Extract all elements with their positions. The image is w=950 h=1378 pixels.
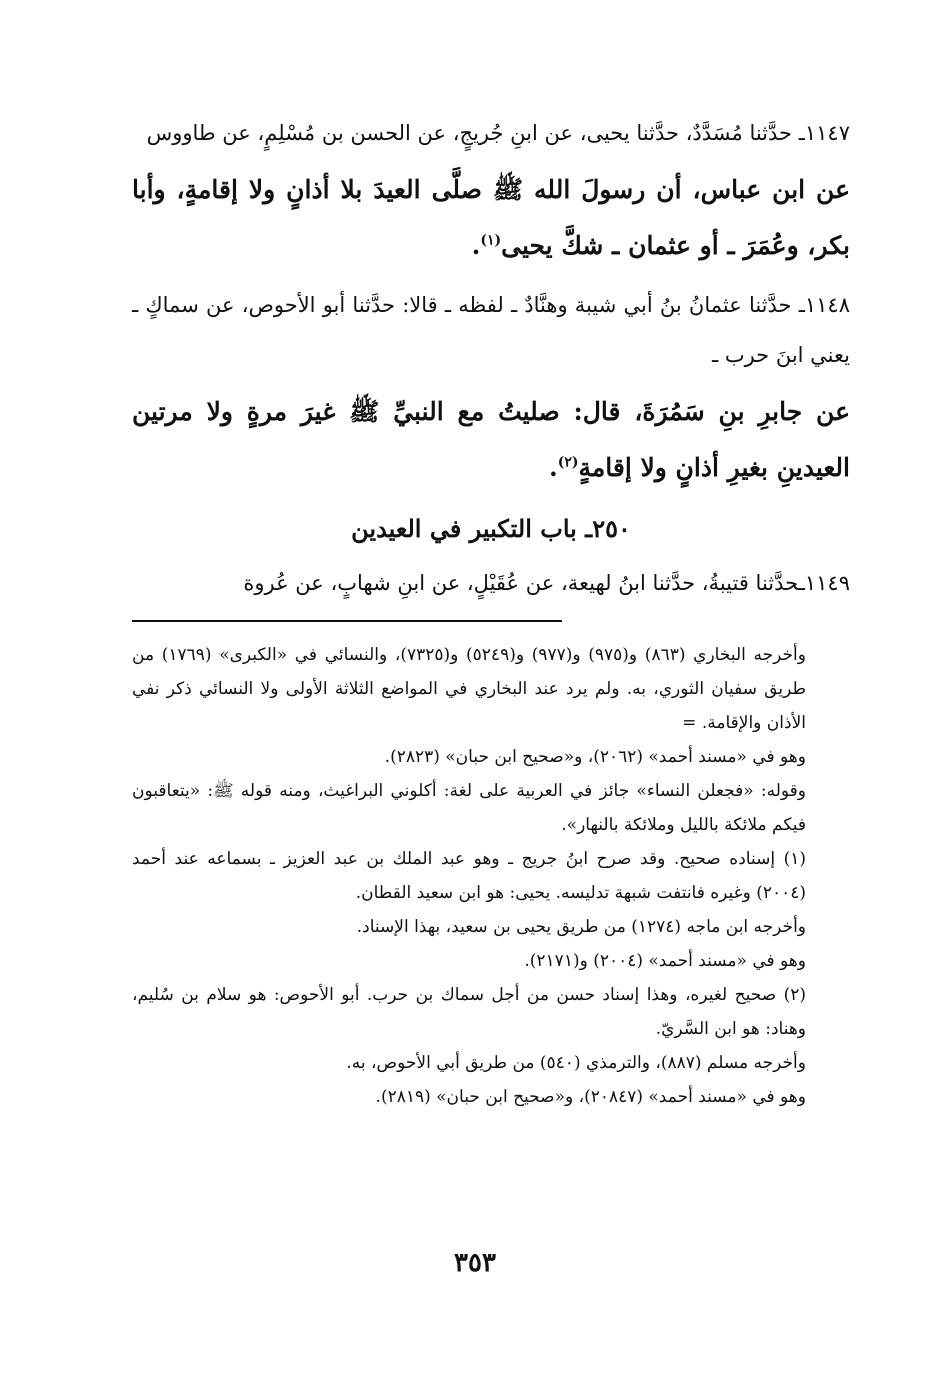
page-body [132,108,850,1114]
continuation-mark: = [682,713,697,733]
hadith-1148-matn: عن جابرِ بنِ سَمُرَةَ، قال: صليتُ مع النبيِّ ﷺ غيرَ مرةٍ ولا مرتين العيدينِ بغيرِ أذانٍ ولا إقامةٍ [132,397,850,482]
footnote-divider [132,620,850,622]
footnote-line: وأخرجه البخاري (٨٦٣) و(٩٧٥) و(٩٧٧) و(٥٢٤٩) و(٧٣٢٥)، والنسائي في «الكبرى» (١٧٦٩) من طريق سفيان الثوري، به. ولم يرد عند البخاري في المواضع الثلاثة الأولى ولا النسائي ذكر نفي الأذان والإقامة. = [132,645,806,733]
footnote-ref-1[interactable]: (١) [480,232,502,249]
footnote-line: وأخرجه مسلم (٨٨٧)، والترمذي (٥٤٠) من طريق أبي الأحوص، به. [346,1053,806,1073]
footnote-1: (١) إسناده صحيح. وقد صرح ابنُ جريج ـ وهو عبد الملك بن عبد العزيز ـ بسماعه عند أحمد (٢٠٠٤) وغيره فانتفت شبهة تدليسه. يحيى: هو ابن سعيد القطان. [132,849,806,903]
footnote-line: وأخرجه ابن ماجه (١٢٧٤) من طريق يحيى بن سعيد، بهذا الإسناد. [356,917,806,937]
footnote-ref-2[interactable]: (٢) [557,454,579,471]
footnote-line: وهو في «مسند أحمد» (٢٠٠٤) و(٢١٧١). [524,951,806,971]
hadith-1147-text: عن ابن عباس، أن رسولَ الله ﷺ صلَّى العيدَ بلا أذانٍ ولا إقامةٍ، وأبا بكر، وعُمَرَ ـ أو عثمان ـ شكَّ يحيى$^{(١)}$. [132,175,850,260]
hadith-1147-chain: ١١٤٧ـ حدَّثنا مُسَدَّدٌ، حدَّثنا يحيى، عن ابنِ جُريجٍ، عن الحسن بن مُسْلِمٍ، عن طاووس [146,121,850,145]
hadith-1149-chain: ١١٤٩ـحدَّثنا قتيبةُ، حدَّثنا ابنُ لهيعة، عن عُقَيْلٍ، عن ابنِ شهابٍ، عن عُروة [243,571,850,595]
page-number: ٣٥٣ [454,1248,496,1278]
footnote-line: وهو في «مسند أحمد» (٢٠٦٢)، و«صحيح ابن حبان» (٢٨٢٣). [384,747,806,767]
hadith-1148-chain: ١١٤٨ـ حدَّثنا عثمانُ بنُ أبي شيبة وهنَّادٌ ـ لفظه ـ قالا: حدَّثنا أبو الأحوص، عن سماكٍ ـ يعني ابنَ حرب ـ [132,293,850,367]
footnote-2: (٢) صحيح لغيره، وهذا إسناد حسن من أجل سماك بن حرب. أبو الأحوص: هو سلام بن سُليم، وهناد: هو ابن السَّريّ. [132,985,806,1039]
footnote-line: وقوله: «فجعلن النساء» جائز في العربية على لغة: أكلوني البراغيث، ومنه قوله ﷺ: «يتعاقبون فيكم ملائكة بالليل وملائكة بالنهار». [132,781,806,835]
footnote-line: وهو في «مسند أحمد» (٢٠٨٤٧)، و«صحيح ابن حبان» (٢٨١٩). [375,1087,806,1107]
chapter-heading: ٢٥٠ـ باب التكبير في العيدين [351,514,631,543]
hadith-1148-text: عن جابرِ بنِ سَمُرَةَ، قال: صليتُ مع النبيِّ ﷺ غيرَ مرةٍ ولا مرتين العيدينِ بغيرِ أذانٍ ولا إقامةٍ$^{(٢)}$. [132,397,850,482]
hadith-1147-matn: عن ابن عباس، أن رسولَ الله ﷺ صلَّى العيدَ بلا أذانٍ ولا إقامةٍ، وأبا بكر، وعُمَرَ ـ أو عثمان ـ شكَّ يحيى [132,175,850,260]
